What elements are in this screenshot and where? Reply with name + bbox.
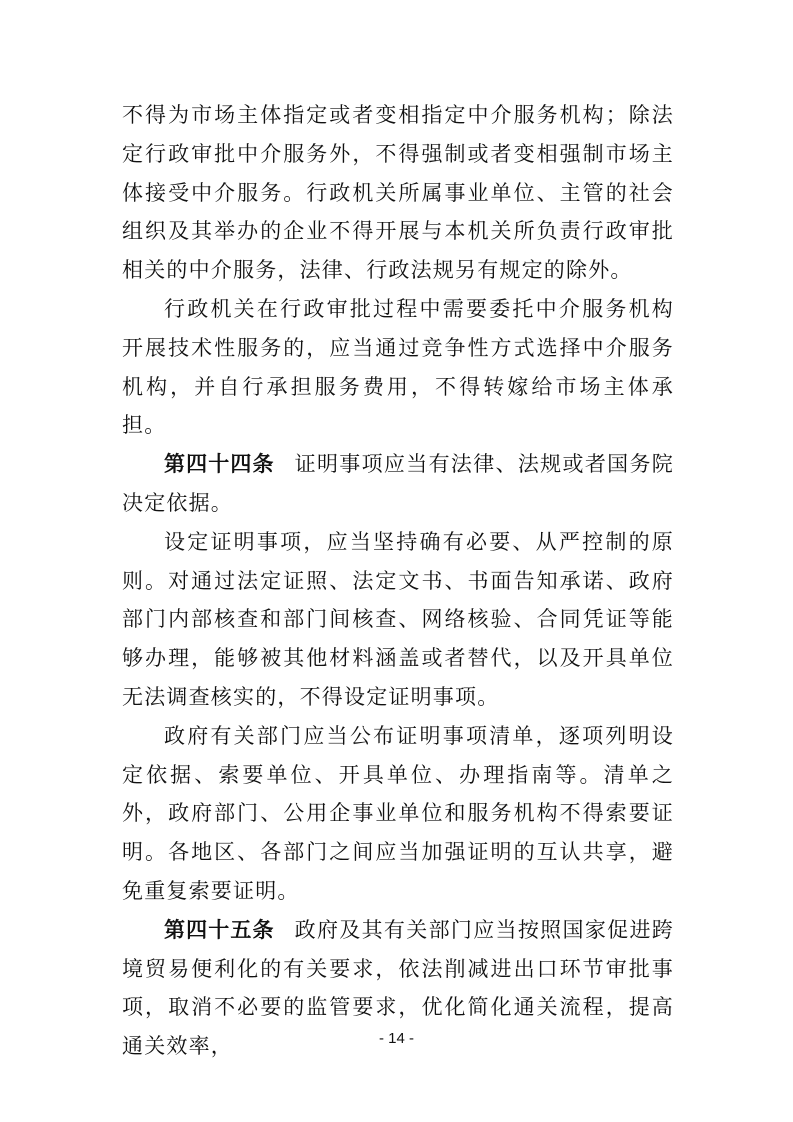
article-45-title: 第四十五条 <box>164 917 275 942</box>
paragraph-5 <box>122 717 674 911</box>
paragraph-5-text: 政府有关部门应当公布证明事项清单，逐项列明设定依据、索要单位、开具单位、办理指南等。清单之外，政府部门、公用企事业单位和服务机构不得索要证明。各地区、各部门之间应当加强证明的互认共享，避免重复索要证明。 <box>122 723 674 903</box>
paragraph-4-text: 设定证明事项，应当坚持确有必要、从严控制的原则。对通过法定证照、法定文书、书面告知承诺、政府部门内部核查和部门间核查、网络核验、合同凭证等能够办理，能够被其他材料涵盖或者替代，以及开具单位无法调查核实的，不得设定证明事项。 <box>122 529 674 709</box>
page-number: - 14 - <box>378 1030 414 1047</box>
article-44-paragraph <box>122 445 674 523</box>
paragraph-2 <box>122 290 674 445</box>
paragraph-4 <box>122 523 674 717</box>
body-text <box>122 96 674 1066</box>
article-45-text: 政府及其有关部门应当按照国家促进跨境贸易便利化的有关要求，依法削减进出口环节审批事项，取消不必要的监管要求，优化简化通关流程，提高通关效率， <box>122 917 674 1059</box>
article-44-text: 证明事项应当有法律、法规或者国务院决定依据。 <box>122 452 674 515</box>
paragraph-1-text: 不得为市场主体指定或者变相指定中介服务机构；除法定行政审批中介服务外，不得强制或者变相强制市场主体接受中介服务。行政机关所属事业单位、主管的社会组织及其举办的企业不得开展与本机关所负责行政审批相关的中介服务，法律、行政法规另有规定的除外。 <box>122 103 674 283</box>
paragraph-1 <box>122 96 674 290</box>
article-44-title: 第四十四条 <box>164 452 275 477</box>
paragraph-2-text: 行政机关在行政审批过程中需要委托中介服务机构开展技术性服务的，应当通过竞争性方式选择中介服务机构，并自行承担服务费用，不得转嫁给市场主体承担。 <box>122 296 674 438</box>
